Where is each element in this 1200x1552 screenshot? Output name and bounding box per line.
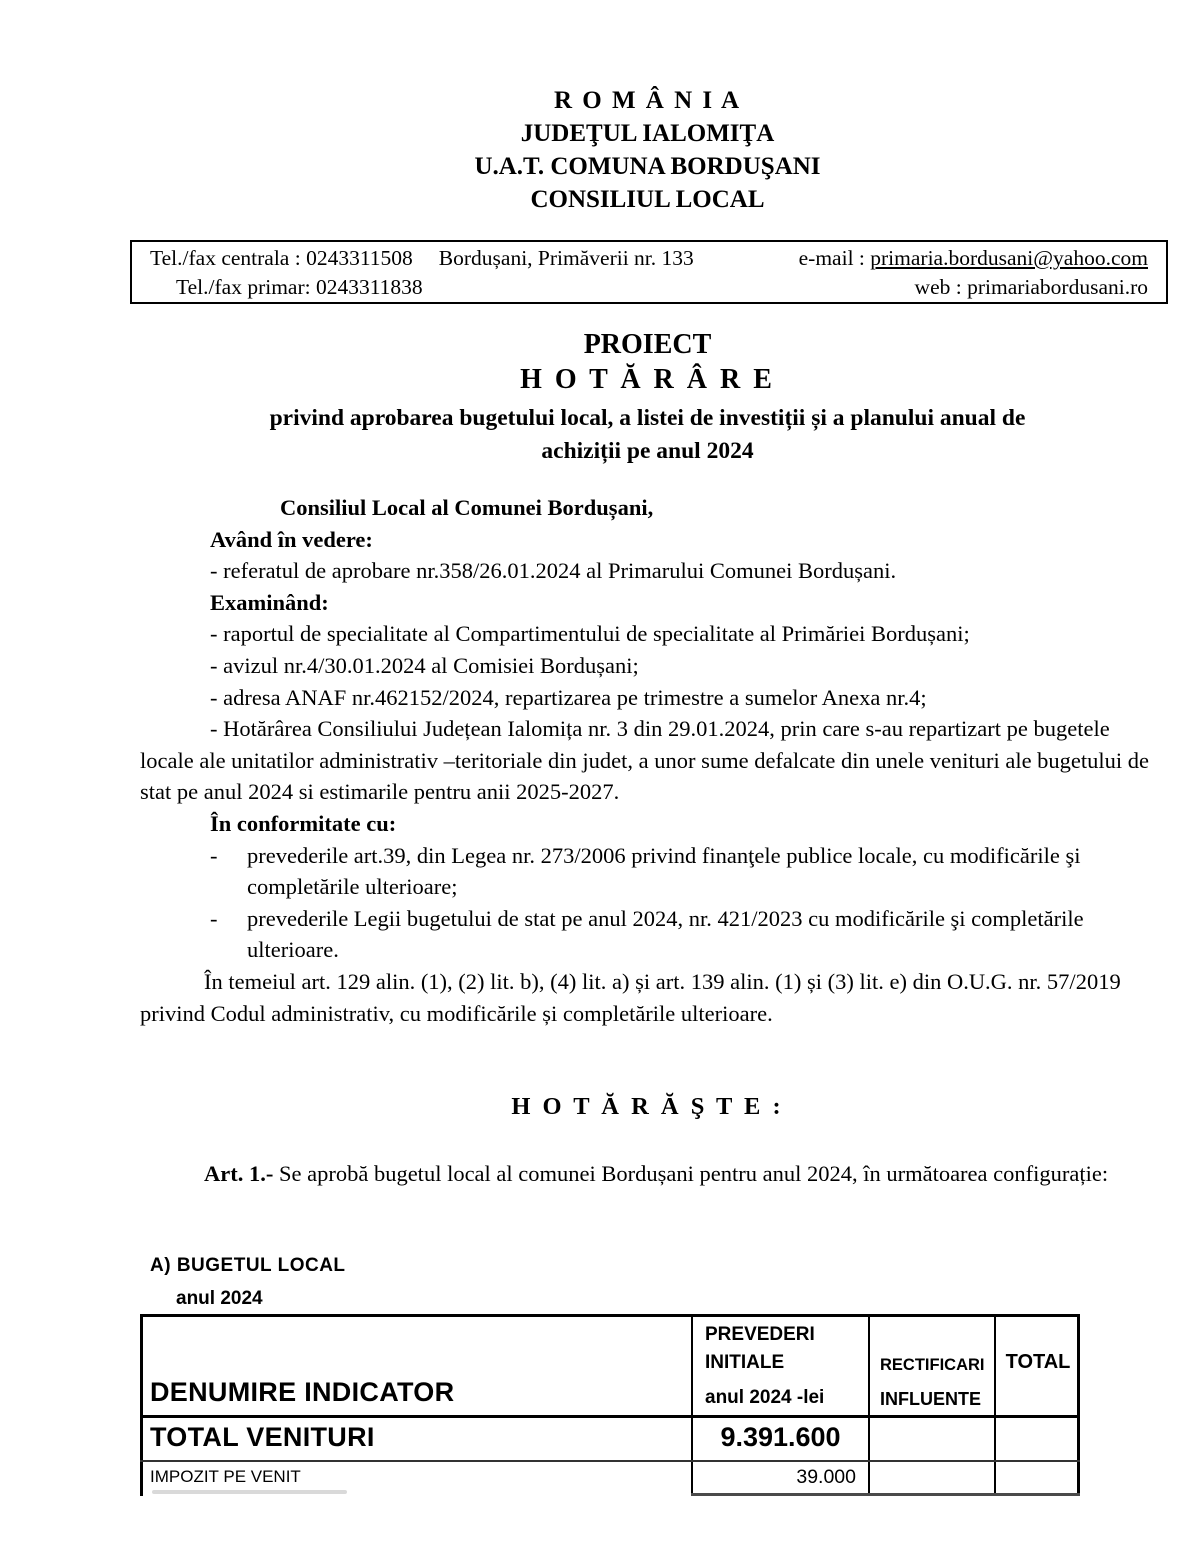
table-vline-3 [994, 1314, 996, 1496]
table-row2-bottom-border [691, 1493, 1080, 1496]
art1-text: Se aprobă bugetul local al comunei Bordușani pentru anul 2024, în următoarea configurație: [273, 1161, 1109, 1186]
web-label: web : [914, 275, 968, 299]
doc-type-hotarare: H O T Ă R Â R E [520, 364, 775, 395]
heading-avand-in-vedere: Având în vedere: [210, 526, 373, 552]
email-label: e-mail : [798, 246, 871, 270]
title-block [140, 328, 1155, 467]
cutoff-next-row-remnant [152, 1490, 347, 1494]
paragraph-anaf: - adresa ANAF nr.462152/2024, repartizarea pe trimestre a sumelor Anexa nr.4; [210, 684, 927, 710]
col-header-influente: INFLUENTE [880, 1389, 981, 1409]
list-item-legea-273 [140, 840, 1154, 903]
postal-address: Bordușani, Primăverii nr. 133 [438, 246, 694, 270]
paragraph-in-temeiul: În temeiul art. 129 alin. (1), (2) lit. b), (4) lit. a) și art. 139 alin. (1) și (3) lit. e) din O.U.G. nr. 57/2019 privind Codul administrativ, cu modificările și completările ulterioare. [140, 968, 1121, 1026]
doc-subtitle-line1: privind aprobarea bugetului local, a listei de investiții și a planului anual de [269, 405, 1026, 431]
col-header-total: TOTAL [1005, 1351, 1071, 1373]
table-row1-bottom-border [140, 1460, 1080, 1462]
email-link[interactable]: primaria.bordusani@yahoo.com [870, 246, 1148, 270]
doc-subtitle [140, 402, 1155, 467]
budget-section-label: A) BUGETUL LOCAL [150, 1255, 346, 1276]
paragraph-raport: - raportul de specialitate al Compartimentului de specialitate al Primăriei Bordușani; [210, 621, 970, 647]
paragraph-hotarare-cj: - Hotărârea Consiliului Județean Ialomița nr. 3 din 29.01.2024, prin care s-au repartizart pe bugetele locale ale unitatilor administrativ –teritoriale din judet, a unor sume defalcate din unele venituri ale bugetului de stat pe anul 2024 si estimarile pentru anii 2025-2027. [140, 716, 1150, 805]
paragraph-art1 [140, 1158, 1154, 1190]
heading-examinand: Examinând: [210, 589, 329, 615]
table-row-impozit-pe-venit: IMPOZIT PE VENIT [150, 1467, 301, 1486]
council-name: CONSILIUL LOCAL [530, 186, 765, 213]
table-row-total-venituri: TOTAL VENITURI [150, 1422, 375, 1452]
document-body [140, 492, 1154, 1029]
county-name: JUDEŢUL IALOMIŢA [520, 120, 775, 147]
list-item-text: prevederile art.39, din Legea nr. 273/2006 privind finanţele publice locale, cu modificările şi completările ulterioare; [247, 842, 1081, 900]
list-dash: - [210, 905, 218, 931]
art1-label: Art. 1.- [204, 1161, 274, 1186]
country-name: R O M Â N I A [553, 87, 742, 114]
letterhead [140, 84, 1155, 216]
col-header-rectificari: RECTIFICARI [880, 1356, 985, 1374]
col-header-initiale: INITIALE [705, 1352, 785, 1373]
paragraph-council: Consiliul Local al Comunei Bordușani, [280, 495, 654, 520]
table-value-impozit-pe-venit: 39.000 [796, 1466, 856, 1488]
tel-fax-centrala: Tel./fax centrala : 0243311508 [150, 246, 413, 270]
table-value-total-venituri: 9.391.600 [720, 1422, 841, 1452]
contact-row1-left [150, 244, 694, 273]
heading-hotaraste: H O T Ă R Ă Ş T E : [511, 1093, 784, 1120]
col-header-prevederi: PREVEDERI [705, 1324, 815, 1345]
list-item-legea-421 [140, 903, 1154, 966]
paragraph-aviz: - avizul nr.4/30.01.2024 al Comisiei Bordușani; [210, 652, 639, 678]
tel-fax-primar: Tel./fax primar: 0243311838 [176, 275, 423, 299]
doc-subtitle-line2: achiziții pe anul 2024 [541, 437, 754, 464]
commune-name: U.A.T. COMUNA BORDUŞANI [474, 153, 821, 180]
col-header-denumire-indicator: DENUMIRE INDICATOR [150, 1377, 455, 1407]
contact-row-2 [150, 273, 1148, 302]
paragraph-referat: - referatul de aprobare nr.358/26.01.2024 al Primarului Comunei Bordușani. [210, 558, 897, 584]
col-header-anul-2024-lei: anul 2024 -lei [705, 1387, 825, 1408]
list-item-text: prevederile Legii bugetului de stat pe anul 2024, nr. 421/2023 cu modificările şi completările ulterioare. [247, 905, 1084, 963]
heading-in-conformitate: În conformitate cu: [210, 810, 397, 836]
table-vline-2 [868, 1314, 870, 1496]
web-group [915, 273, 1148, 302]
email-group [799, 244, 1148, 273]
budget-year-label: anul 2024 [176, 1288, 263, 1309]
table-header-bottom-border [140, 1415, 1080, 1418]
doc-type-proiect: PROIECT [583, 329, 712, 360]
web-address: primariabordusani.ro [967, 275, 1148, 299]
list-dash: - [210, 842, 218, 868]
contact-row-1 [150, 244, 1148, 273]
contact-box [130, 240, 1168, 304]
budget-table [140, 1314, 1080, 1496]
